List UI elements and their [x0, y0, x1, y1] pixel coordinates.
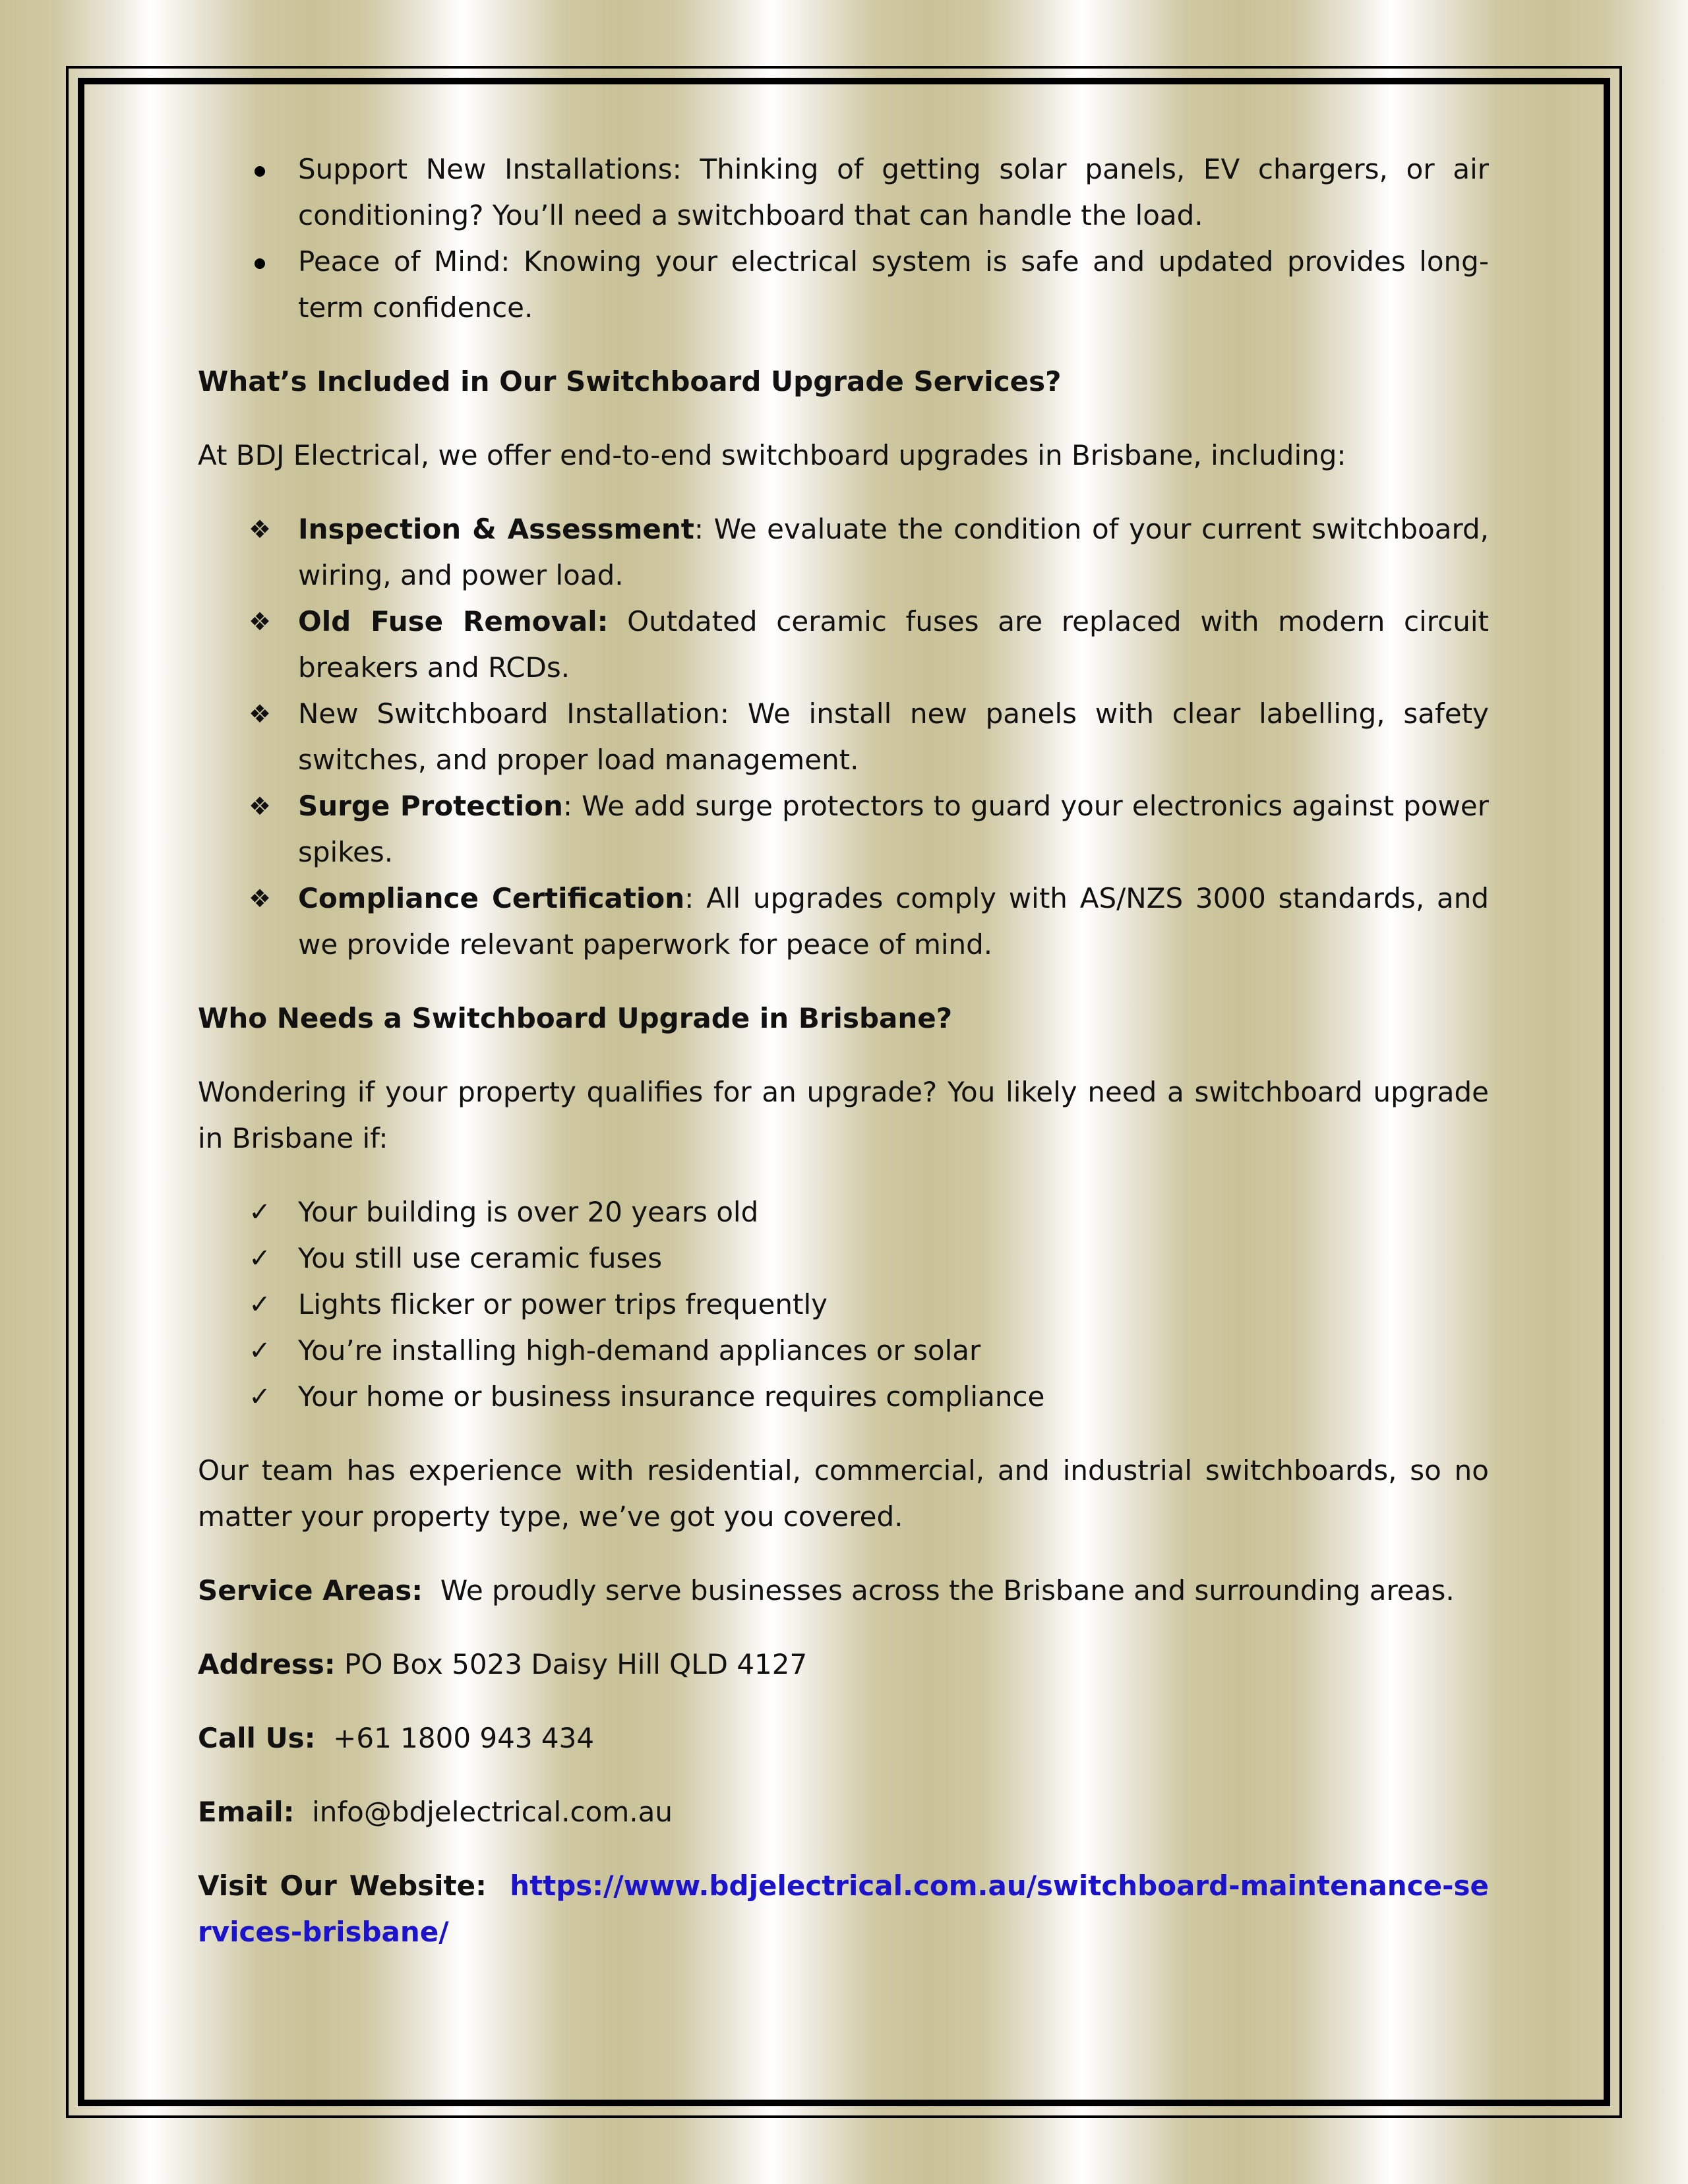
list-item-title: New Switchboard Installation:: [298, 697, 730, 730]
service-areas-text: We proudly serve businesses across the Brisbane and surrounding areas.: [423, 1574, 1455, 1607]
diamond-bullet-icon: ❖: [248, 515, 272, 544]
checkmark-icon: ✓: [249, 1243, 271, 1274]
list-item: [198, 1374, 1489, 1420]
service-areas-label: Service Areas:: [198, 1574, 423, 1607]
diamond-bullet-icon: ❖: [248, 607, 272, 636]
website-link[interactable]: https://www.bdjelectrical.com.au/switchboard-maintenance-services-brisbane/: [198, 1870, 1489, 1948]
document-body: [198, 146, 1489, 1955]
checklist-text: Your building is over 20 years old: [298, 1196, 759, 1228]
services-list: [198, 506, 1489, 968]
list-item: [198, 146, 1489, 239]
list-item-title: Surge Protection: [298, 790, 563, 822]
section-heading-who-needs: Who Needs a Switchboard Upgrade in Brisbane?: [198, 1002, 953, 1034]
address: [198, 1641, 1489, 1688]
website-label: Visit Our Website:: [198, 1870, 487, 1902]
phone-label: Call Us:: [198, 1722, 316, 1754]
list-item: [198, 506, 1489, 599]
service-areas: [198, 1568, 1489, 1614]
checkmark-icon: ✓: [249, 1382, 271, 1412]
closing-paragraph: Our team has experience with residential, commercial, and industrial switchboards, so no matter your property type, we’ve got you covered.: [198, 1454, 1489, 1533]
list-item-title: Support New Installations:: [298, 153, 682, 185]
bullet-dot-icon: [247, 146, 273, 192]
section-intro-included: At BDJ Electrical, we offer end-to-end switchboard upgrades in Brisbane, including:: [198, 439, 1346, 471]
list-item: [198, 691, 1489, 783]
website: [198, 1863, 1489, 1955]
list-item: [198, 599, 1489, 691]
checklist: [198, 1189, 1489, 1420]
checklist-text: Lights flicker or power trips frequently: [298, 1288, 828, 1320]
email-label: Email:: [198, 1796, 295, 1828]
diamond-bullet-icon: ❖: [248, 792, 272, 821]
phone-number: +61 1800 943 434: [315, 1722, 595, 1754]
list-item: [198, 875, 1489, 968]
checklist-text: You’re installing high-demand appliances or solar: [298, 1334, 981, 1367]
list-item-text: : We evaluate the condition of your current switchboard, wiring, and power load.: [298, 513, 1489, 591]
list-item-title: Old Fuse Removal:: [298, 605, 609, 637]
phone: [198, 1715, 1489, 1761]
list-item-text: Thinking of getting solar panels, EV chargers, or air conditioning? You’ll need a switchboard that can handle the load.: [298, 153, 1490, 231]
address-label: Address:: [198, 1648, 336, 1680]
checkmark-icon: ✓: [249, 1289, 271, 1320]
list-item-text: Outdated ceramic fuses are replaced with modern circuit breakers and RCDs.: [298, 605, 1489, 684]
section-intro-who-needs: Wondering if your property qualifies for an upgrade? You likely need a switchboard upgrade in Brisbane if:: [198, 1076, 1489, 1154]
list-item-title: Inspection & Assessment: [298, 513, 694, 545]
bullet-dot-icon: [247, 239, 273, 285]
list-item-title: Peace of Mind:: [298, 245, 510, 278]
list-item-text: : We add surge protectors to guard your electronics against power spikes.: [298, 790, 1490, 868]
section-heading-included: What’s Included in Our Switchboard Upgrade Services?: [198, 365, 1062, 398]
list-item-text: : All upgrades comply with AS/NZS 3000 standards, and we provide relevant paperwork for peace of mind.: [298, 882, 1489, 960]
list-item: [198, 783, 1489, 875]
email-address: info@bdjelectrical.com.au: [294, 1796, 673, 1828]
list-item: [198, 239, 1489, 331]
diamond-bullet-icon: ❖: [248, 699, 272, 728]
checklist-text: You still use ceramic fuses: [298, 1242, 663, 1274]
email: [198, 1789, 1489, 1835]
checklist-text: Your home or business insurance requires compliance: [298, 1380, 1045, 1413]
list-item-title: Compliance Certification: [298, 882, 685, 914]
list-item-text: Knowing your electrical system is safe and updated provides long-term confidence.: [298, 245, 1489, 324]
list-item-text: We install new panels with clear labelling, safety switches, and proper load management.: [298, 697, 1489, 776]
diamond-bullet-icon: ❖: [248, 884, 272, 913]
checkmark-icon: ✓: [249, 1336, 271, 1366]
address-text: PO Box 5023 Daisy Hill QLD 4127: [335, 1648, 808, 1680]
checkmark-icon: ✓: [249, 1197, 271, 1227]
benefits-list: [198, 146, 1489, 331]
list-item: [198, 1235, 1489, 1282]
list-item: [198, 1282, 1489, 1328]
list-item: [198, 1328, 1489, 1374]
list-item: [198, 1189, 1489, 1235]
